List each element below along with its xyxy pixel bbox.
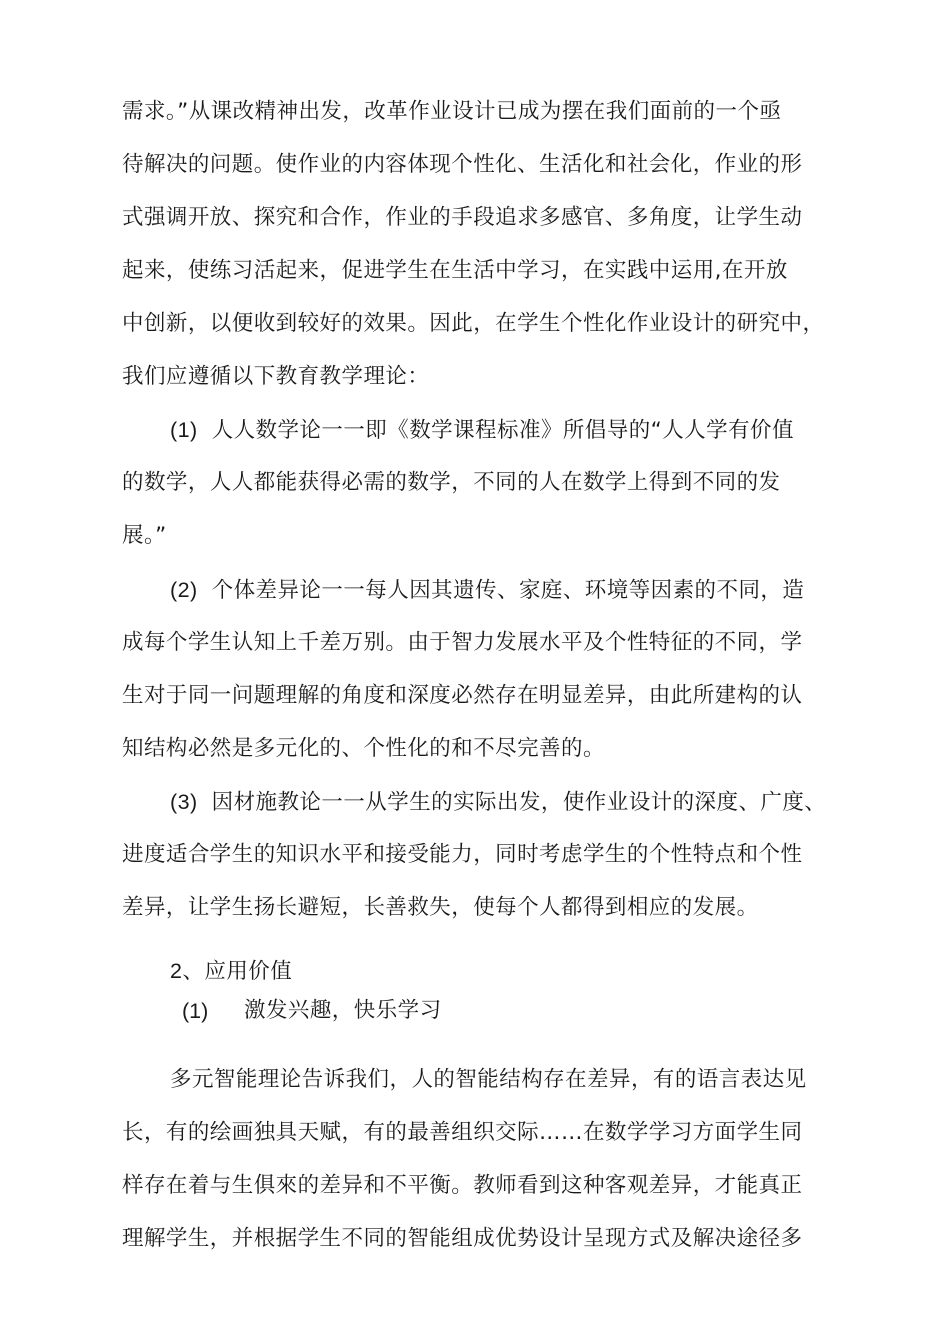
final-line-3: 样存在着与生俱來的差异和不平衡。教师看到这种客观差异，才能真正 <box>122 1173 803 1198</box>
final-line-1: 多元智能理论告诉我们，人的智能结构存在差异，有的语言表达见 <box>170 1067 807 1092</box>
section2-title: 、应用价值 <box>182 959 293 984</box>
intro-line-2: 待解决的问题。使作业的内容体现个性化、生活化和社会化，作业的形 <box>122 152 803 177</box>
theory3-line-3: 差异，让学生扬长避短，长善救失，使每个人都得到相应的发展。 <box>122 895 759 920</box>
theory2-line-4: 知结构必然是多元化的、个性化的和不尽完善的。 <box>122 736 605 761</box>
intro-line-1: 需求。”从课改精神出发，改革作业设计已成为摆在我们面前的一个亟 <box>122 99 782 124</box>
theory3-number: (3) <box>170 790 198 814</box>
theory2-line-2: 成每个学生认知上千差万别。由于智力发展水平及个性特征的不同，学 <box>122 630 803 655</box>
intro-line-6: 我们应遵循以下教育教学理论： <box>122 364 430 389</box>
theory1-line-3: 展。” <box>122 523 167 548</box>
theory2-line-1: 个体差异论一一每人因其遗传、家庭、环境等因素的不同，造 <box>211 578 805 603</box>
theory3-line-2: 进度适合学生的知识水平和接受能力，同时考虑学生的个性特点和个性 <box>122 842 803 867</box>
theory2-line-3: 生对于同一问题理解的角度和深度必然存在明显差异，由此所建构的认 <box>122 683 803 708</box>
intro-line-3: 式强调开放、探究和合作，作业的手段追求多感官、多角度，让学生动 <box>122 205 803 230</box>
sub1-number: (1) <box>182 999 209 1023</box>
final-line-4: 理解学生，并根据学生不同的智能组成优势设计呈现方式及解决途径多 <box>122 1226 803 1251</box>
theory2-number: (2) <box>170 578 198 602</box>
theory1-number: (1) <box>170 418 198 442</box>
theory1-line-1: 人人数学论一一即《数学课程标准》所倡导的“人人学有价值 <box>211 418 794 443</box>
theory1-first-line <box>170 415 794 446</box>
intro-line-5: 中创新，以便收到较好的效果。因此，在学生个性化作业设计的研究中， <box>122 311 825 336</box>
final-line-2: 长，有的绘画独具天赋，有的最善组织交际……在数学学习方面学生同 <box>122 1120 803 1145</box>
intro-line-4: 起来，使练习活起来，促进学生在生活中学习，在实践中运用,在开放 <box>122 258 788 283</box>
sub1-title: 激发兴趣，快乐学习 <box>244 998 442 1023</box>
theory1-line-2: 的数学，人人都能获得必需的数学，不同的人在数学上得到不同的发 <box>122 470 781 495</box>
theory3-line-1: 因材施教论一一从学生的实际出发，使作业设计的深度、广度、 <box>211 790 827 815</box>
section2-number: 2 <box>170 959 183 983</box>
theory2-first-line <box>170 575 804 606</box>
theory3-first-line <box>170 787 826 818</box>
section2-heading <box>170 956 292 987</box>
